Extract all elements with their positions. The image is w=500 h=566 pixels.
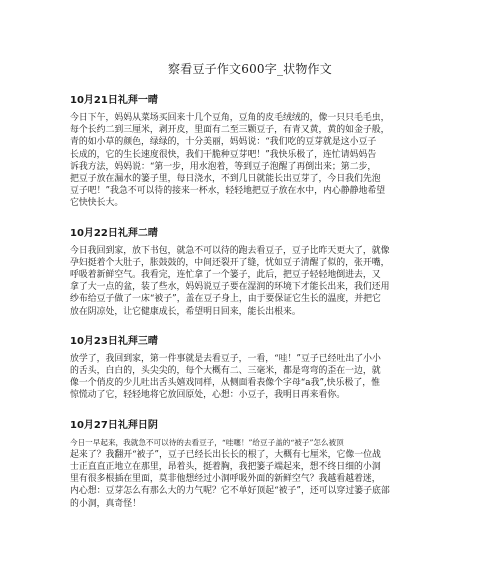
diary-section-oct23	[70, 332, 430, 402]
paragraph-line: 惊慌动了它，轻轻地将它放回原处，心想：小豆子，我明日再来看你。	[70, 390, 346, 401]
diary-section-oct21	[70, 91, 430, 210]
paragraph-line: 把豆子放在漏水的篓子里，每日浇水，不到几日就能长出豆芽了，今日我们先泡	[70, 174, 381, 185]
paragraph-line: 放学了，我回到家，第一件事就是去看豆子，一看，“哇！”豆子已经吐出了小小	[70, 353, 381, 364]
section-heading: 10月21日礼拜一晴	[70, 95, 158, 106]
paragraph-line: 的舌头，白白的，头尖尖的，每个大概有二、三毫米，都是弯弯的歪在一边，就	[70, 366, 381, 377]
paragraph-line: 内心想：豆芽怎么有那么大的力气呢？它不单好顶起“被子”，还可以穿过篓子底部	[70, 486, 390, 497]
paragraph-line: 青的如小草的颜色，绿绿的，十分美丽，妈妈说：“我们吃的豆芽就是这小豆子	[70, 137, 377, 148]
section-heading: 10月27日礼拜日阴	[70, 419, 158, 431]
paragraph-line: 豆子吧！”我急不可以待的接来一杯水，轻轻地把豆子放在水中，内心静静地希望	[70, 186, 386, 197]
paragraph-line: 像一个俏皮的少儿吐出舌头嬉戏同样，从侧面看表像个字母“a我”,快乐极了，惟	[70, 378, 381, 389]
section-paragraph	[70, 353, 430, 402]
paragraph-line: 它快快长大。	[70, 198, 124, 209]
paragraph-line: 今日一早起来，我就急不可以待的去看豆子，“哇噻！”给豆子盖的“被子”怎么被顶	[70, 437, 344, 447]
paragraph-line: 长成的，它的生长速度很快，我们干脆种豆芽吧！”我快乐极了，连忙请妈妈告	[70, 149, 377, 160]
paragraph-line: 今日我回到家，放下书包，就急不可以待的跑去看豆子，豆子比昨天更大了，就像	[70, 245, 390, 256]
section-heading: 10月22日礼拜二晴	[70, 227, 158, 239]
paragraph-line: 士正直直正地立在那里，昂着头，挺着胸，我把篓子端起来，想不终日细的小洞	[70, 462, 381, 473]
paragraph-line: 放在阴凉处，让它健康成长，希望明日回来，能长出根来。	[70, 306, 301, 317]
paragraph-line: 今日下午，妈妈从菜场买回来十几个豆角，豆角的皮毛绒绒的，像一只只毛毛虫，	[70, 113, 390, 123]
paragraph-line: 诉我方法，妈妈说：“第一步，用水泡着，等到豆子泡醒了再倒出来；第二步，	[70, 161, 377, 172]
section-paragraph	[70, 245, 430, 318]
paragraph-line: 拿了大一点的盆，装了些水，妈妈说豆子要在湿润的环境下才能长出来，我们还用	[70, 282, 390, 293]
diary-section-oct22	[70, 224, 430, 318]
section-paragraph	[70, 437, 430, 510]
document-title: 察看豆子作文600字_状物作文	[168, 62, 332, 76]
paragraph-line: 呼吸着新鲜空气。我看完，连忙拿了一个篓子，此后，把豆子轻轻地倒进去，又	[70, 270, 381, 281]
diary-section-oct27	[70, 416, 430, 510]
paragraph-line: 孕妇挺着个大肚子，胀鼓鼓的，中间还裂开了缝，忧如豆子清醒了似的，张开嘴，	[70, 257, 390, 268]
document-page	[70, 60, 430, 524]
paragraph-line: 里有很多根插在里面，莫非他想经过小洞呼吸外面的新鲜空气？我越看越着迷，	[70, 474, 381, 485]
section-paragraph	[70, 112, 430, 210]
paragraph-line: 每个长约二到三厘米，剥开皮，里面有二至三颗豆子，有青又黄，黄的如金子般，	[70, 125, 390, 136]
section-heading: 10月23日礼拜三晴	[70, 335, 158, 347]
paragraph-line: 的小洞，真奇怪！	[70, 498, 141, 509]
paragraph-line: 纱布给豆子做了一床“被子”，盖在豆子身上，由于要保证它生长的温度，并把它	[70, 294, 381, 305]
paragraph-line: 起来了？我翻开“被子”，豆子已经长出长长的根了，大概有七厘米，它像一位战	[70, 449, 381, 460]
